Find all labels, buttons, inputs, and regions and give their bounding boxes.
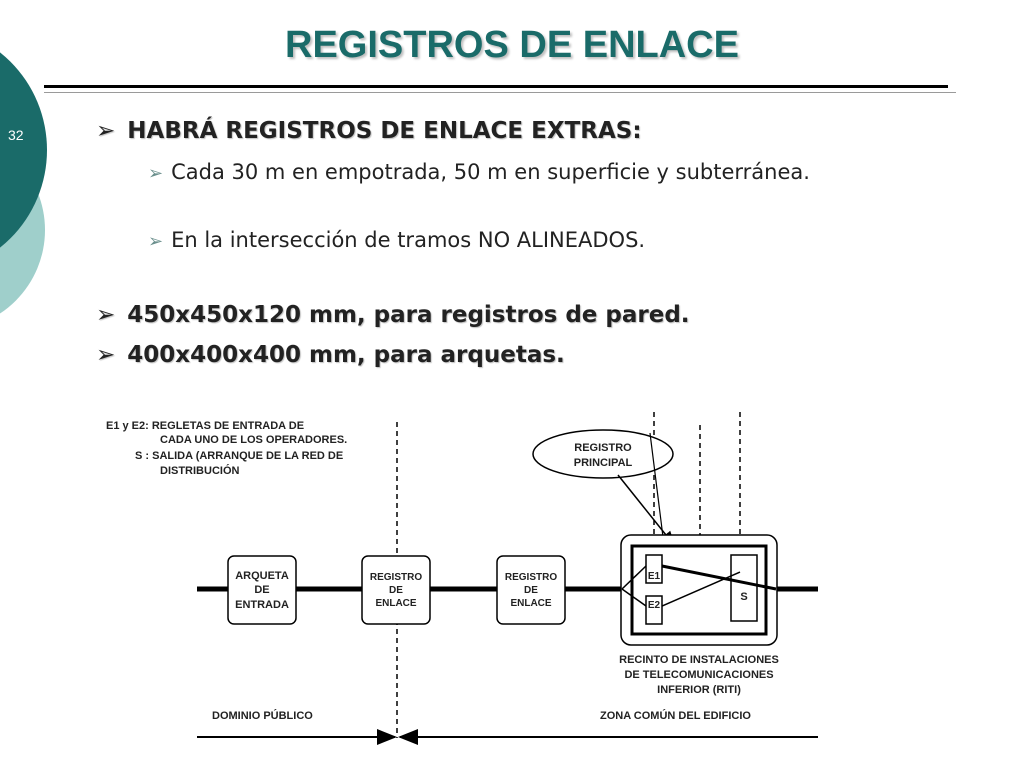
bullet-text: 400x400x400 mm, para arquetas. [127, 342, 565, 368]
registro2-label-1: REGISTRO [504, 572, 558, 583]
slide-title: REGISTROS DE ENLACE [285, 24, 739, 66]
legend-line-1: E1 y E2: REGLETAS DE ENTRADA DE [106, 420, 305, 432]
outline-arrowhead-bullet-icon: ➢ [148, 163, 164, 184]
principal-label-2: PRINCIPAL [573, 457, 633, 469]
registro1-label-3: ENLACE [375, 598, 417, 609]
riti-label-3: INFERIOR (RITI) [657, 684, 741, 696]
arrowhead-bullet-icon: ➢ [96, 118, 116, 144]
arrowhead-bullet-icon: ➢ [96, 302, 116, 328]
slide-number: 32 [8, 127, 24, 143]
registro-principal-ellipse [533, 430, 673, 478]
principal-label-1: REGISTRO [574, 442, 632, 454]
registro1-label-2: DE [389, 585, 403, 596]
e2-label: E2 [647, 600, 661, 611]
e1-label: E1 [647, 571, 661, 582]
outline-arrowhead-bullet-icon: ➢ [148, 231, 164, 252]
arrowhead-bullet-icon: ➢ [96, 342, 116, 368]
arqueta-label-1: ARQUETA [235, 570, 289, 582]
riti-label-1: RECINTO DE INSTALACIONES [619, 654, 779, 666]
riti-label-2: DE TELECOMUNICACIONES [624, 669, 774, 681]
s-box [731, 555, 757, 621]
arqueta-label-3: ENTRADA [235, 599, 289, 611]
dominio-publico-label: DOMINIO PÚBLICO [212, 710, 313, 722]
legend-line-2: CADA UNO DE LOS OPERADORES. [160, 434, 348, 446]
registro2-label-3: ENLACE [510, 598, 552, 609]
legend-line-3: S : SALIDA (ARRANQUE DE LA RED DE [135, 450, 344, 462]
sub-bullet-text: En la intersección de tramos NO ALINEADOS. [171, 228, 646, 252]
legend-line-4: DISTRIBUCIÓN [160, 465, 240, 477]
arqueta-label-2: DE [254, 584, 270, 596]
zona-comun-label: ZONA COMÚN DEL EDIFICIO [600, 710, 751, 722]
registro1-label-1: REGISTRO [369, 572, 423, 583]
s-label: S [740, 591, 748, 603]
bullet-text: 450x450x120 mm, para registros de pared. [127, 302, 690, 328]
registro2-label-2: DE [524, 585, 538, 596]
sub-bullet-text: Cada 30 m en empotrada, 50 m en superficie y subterránea. [171, 160, 810, 184]
bullet-text: HABRÁ REGISTROS DE ENLACE EXTRAS: [127, 118, 642, 144]
